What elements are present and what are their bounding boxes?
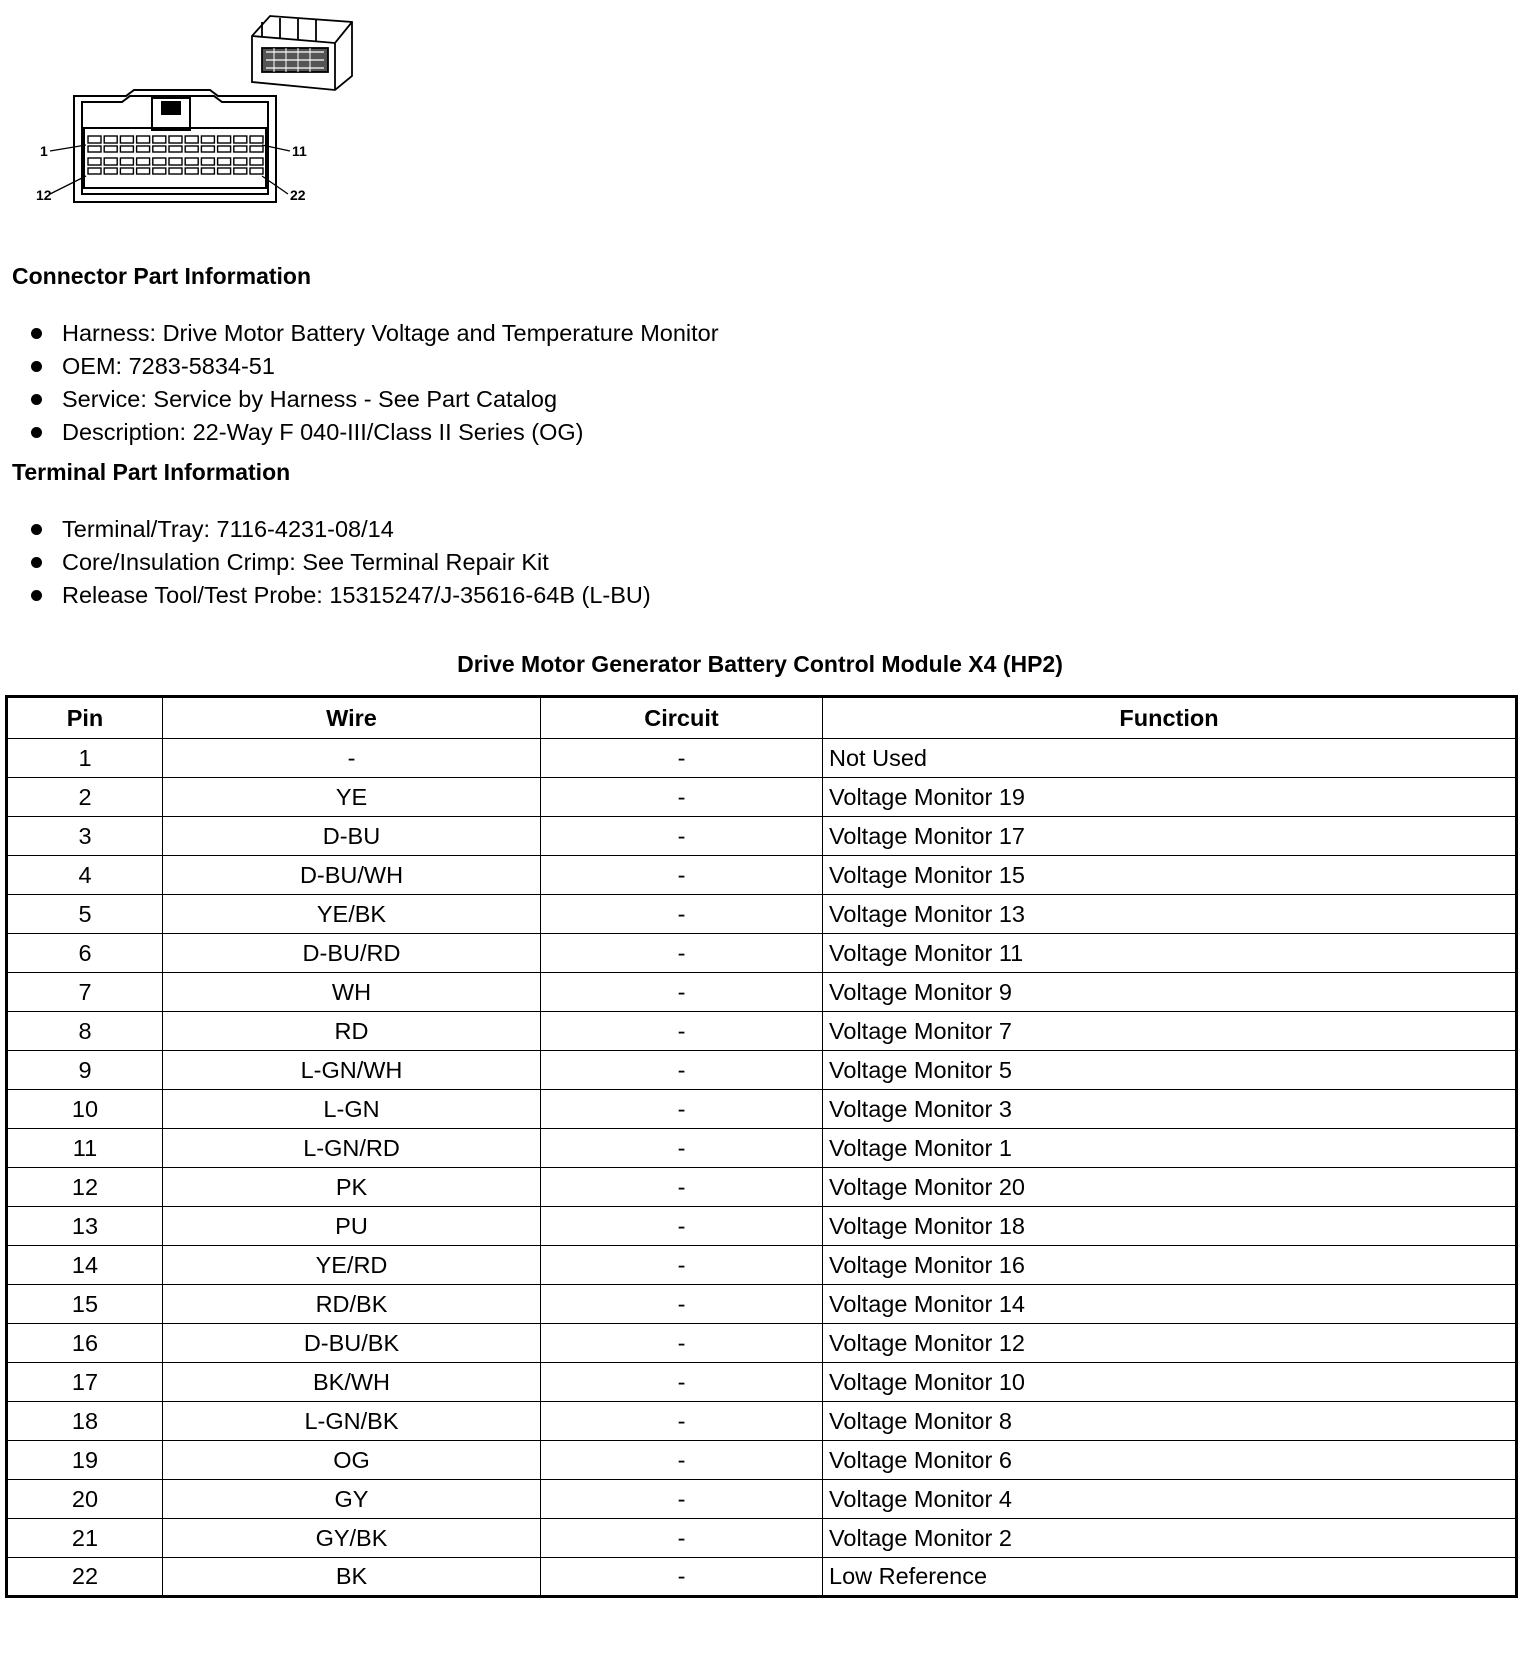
pin-latch <box>234 146 247 152</box>
pin-latch <box>201 168 214 174</box>
pin-cavity <box>104 158 117 165</box>
cell-circuit: - <box>541 1051 823 1090</box>
cell-function: Voltage Monitor 9 <box>823 973 1517 1012</box>
cell-function: Voltage Monitor 3 <box>823 1090 1517 1129</box>
cell-wire: OG <box>163 1441 541 1480</box>
pin-cavity <box>201 158 214 165</box>
pin-label-12: 12 <box>36 187 52 203</box>
cell-pin: 9 <box>7 1051 163 1090</box>
table-row <box>7 1285 1517 1324</box>
pin-cavity <box>137 158 150 165</box>
cell-wire: RD <box>163 1012 541 1051</box>
cell-circuit: - <box>541 739 823 778</box>
pin-label-1: 1 <box>40 143 48 159</box>
cell-wire: GY/BK <box>163 1519 541 1558</box>
pin-cavity <box>169 136 182 143</box>
bullet-icon <box>31 427 42 438</box>
list-item <box>0 416 719 449</box>
cell-pin: 2 <box>7 778 163 817</box>
pin-cavity <box>185 158 198 165</box>
cell-pin: 11 <box>7 1129 163 1168</box>
table-row <box>7 934 1517 973</box>
cell-pin: 10 <box>7 1090 163 1129</box>
cell-pin: 4 <box>7 856 163 895</box>
pin-latch <box>88 146 101 152</box>
cell-circuit: - <box>541 817 823 856</box>
table-row <box>7 1519 1517 1558</box>
pin-cavity <box>185 136 198 143</box>
cell-circuit: - <box>541 1363 823 1402</box>
cell-wire: BK <box>163 1558 541 1597</box>
pin-latch <box>218 146 231 152</box>
pin-latch <box>169 146 182 152</box>
pin-cavity <box>169 158 182 165</box>
cell-pin: 13 <box>7 1207 163 1246</box>
list-item <box>0 317 719 350</box>
cell-circuit: - <box>541 1558 823 1597</box>
pin-latch <box>169 168 182 174</box>
cell-pin: 20 <box>7 1480 163 1519</box>
terminal-part-info-list <box>0 513 651 612</box>
cell-circuit: - <box>541 1285 823 1324</box>
list-item <box>0 579 651 612</box>
pin-latch <box>234 168 247 174</box>
list-item-text: Service: Service by Harness - See Part Catalog <box>62 386 558 412</box>
pin-cavity <box>88 136 101 143</box>
cell-pin: 7 <box>7 973 163 1012</box>
list-item-text: OEM: 7283-5834-51 <box>62 353 275 379</box>
pin-latch <box>250 168 263 174</box>
cell-function: Voltage Monitor 11 <box>823 934 1517 973</box>
header-function: Function <box>823 697 1517 739</box>
cell-pin: 6 <box>7 934 163 973</box>
table-row <box>7 1012 1517 1051</box>
cell-pin: 19 <box>7 1441 163 1480</box>
cell-function: Not Used <box>823 739 1517 778</box>
bullet-icon <box>31 557 42 568</box>
cell-wire: GY <box>163 1480 541 1519</box>
cell-pin: 5 <box>7 895 163 934</box>
table-row <box>7 856 1517 895</box>
header-wire: Wire <box>163 697 541 739</box>
cell-function: Voltage Monitor 15 <box>823 856 1517 895</box>
pin-label-22: 22 <box>290 187 306 203</box>
cell-circuit: - <box>541 1246 823 1285</box>
cell-function: Voltage Monitor 14 <box>823 1285 1517 1324</box>
pin-cavity <box>88 158 101 165</box>
cell-function: Voltage Monitor 4 <box>823 1480 1517 1519</box>
cell-circuit: - <box>541 1441 823 1480</box>
pin-cavity <box>153 136 166 143</box>
table-body <box>7 739 1517 1597</box>
cell-pin: 3 <box>7 817 163 856</box>
cell-wire: YE/BK <box>163 895 541 934</box>
cell-function: Voltage Monitor 2 <box>823 1519 1517 1558</box>
pin-latch <box>201 146 214 152</box>
cell-wire: D-BU/BK <box>163 1324 541 1363</box>
cell-wire: L-GN <box>163 1090 541 1129</box>
cell-function: Voltage Monitor 1 <box>823 1129 1517 1168</box>
cell-wire: D-BU/RD <box>163 934 541 973</box>
pin-cavity <box>153 158 166 165</box>
list-item <box>0 350 719 383</box>
pin-latch <box>137 146 150 152</box>
cell-wire: BK/WH <box>163 1363 541 1402</box>
header-circuit: Circuit <box>541 697 823 739</box>
connector-pin-cavities <box>88 136 263 174</box>
cell-pin: 18 <box>7 1402 163 1441</box>
cell-function: Voltage Monitor 5 <box>823 1051 1517 1090</box>
cell-wire: L-GN/WH <box>163 1051 541 1090</box>
cell-circuit: - <box>541 856 823 895</box>
bullet-icon <box>31 524 42 535</box>
cell-wire: RD/BK <box>163 1285 541 1324</box>
cell-function: Voltage Monitor 12 <box>823 1324 1517 1363</box>
cell-function: Voltage Monitor 6 <box>823 1441 1517 1480</box>
cell-pin: 21 <box>7 1519 163 1558</box>
cell-pin: 16 <box>7 1324 163 1363</box>
pin-latch <box>185 168 198 174</box>
list-item-text: Harness: Drive Motor Battery Voltage and Temperature Monitor <box>62 320 719 346</box>
cell-circuit: - <box>541 1519 823 1558</box>
cell-pin: 14 <box>7 1246 163 1285</box>
table-row <box>7 1558 1517 1597</box>
cell-function: Voltage Monitor 19 <box>823 778 1517 817</box>
cell-wire: D-BU <box>163 817 541 856</box>
pin-cavity <box>234 136 247 143</box>
cell-wire: YE/RD <box>163 1246 541 1285</box>
cell-pin: 8 <box>7 1012 163 1051</box>
connector-diagram <box>30 8 360 218</box>
table-row <box>7 1324 1517 1363</box>
pin-latch <box>153 146 166 152</box>
list-item-text: Terminal/Tray: 7116-4231-08/14 <box>62 516 394 542</box>
header-pin: Pin <box>7 697 163 739</box>
cell-wire: PK <box>163 1168 541 1207</box>
cell-circuit: - <box>541 1168 823 1207</box>
table-row <box>7 1090 1517 1129</box>
cell-function: Voltage Monitor 20 <box>823 1168 1517 1207</box>
cell-circuit: - <box>541 973 823 1012</box>
connector-part-info-heading: Connector Part Information <box>12 263 312 289</box>
cell-wire: - <box>163 739 541 778</box>
pin-latch <box>88 168 101 174</box>
bullet-icon <box>31 328 42 339</box>
table-row <box>7 739 1517 778</box>
bullet-icon <box>31 394 42 405</box>
pin-latch <box>153 168 166 174</box>
cell-circuit: - <box>541 1402 823 1441</box>
cell-wire: D-BU/WH <box>163 856 541 895</box>
pin-cavity <box>201 136 214 143</box>
cell-circuit: - <box>541 1207 823 1246</box>
table-row <box>7 1402 1517 1441</box>
cell-circuit: - <box>541 1324 823 1363</box>
pin-latch <box>104 146 117 152</box>
pin-latch <box>185 146 198 152</box>
bullet-icon <box>31 361 42 372</box>
cell-pin: 12 <box>7 1168 163 1207</box>
list-item-text: Release Tool/Test Probe: 15315247/J-35616-64B (L-BU) <box>62 582 651 608</box>
cell-wire: PU <box>163 1207 541 1246</box>
cell-function: Voltage Monitor 17 <box>823 817 1517 856</box>
cell-function: Voltage Monitor 10 <box>823 1363 1517 1402</box>
pin-latch <box>137 168 150 174</box>
table-row <box>7 1168 1517 1207</box>
pin-cavity <box>218 136 231 143</box>
pin-cavity <box>234 158 247 165</box>
table-row <box>7 1441 1517 1480</box>
bullet-icon <box>31 590 42 601</box>
pinout-table <box>5 695 1518 1598</box>
cell-function: Voltage Monitor 7 <box>823 1012 1517 1051</box>
table-caption: Drive Motor Generator Battery Control Module X4 (HP2) <box>457 651 1063 677</box>
cell-circuit: - <box>541 1129 823 1168</box>
cell-pin: 17 <box>7 1363 163 1402</box>
pin-latch <box>218 168 231 174</box>
table-row <box>7 1129 1517 1168</box>
cell-pin: 15 <box>7 1285 163 1324</box>
connector-isometric-view <box>252 16 352 90</box>
cell-circuit: - <box>541 934 823 973</box>
table-row <box>7 1480 1517 1519</box>
cell-function: Voltage Monitor 16 <box>823 1246 1517 1285</box>
cell-function: Low Reference <box>823 1558 1517 1597</box>
cell-circuit: - <box>541 1090 823 1129</box>
cell-circuit: - <box>541 778 823 817</box>
table-header-row <box>7 697 1517 739</box>
cell-wire: L-GN/BK <box>163 1402 541 1441</box>
cell-function: Voltage Monitor 13 <box>823 895 1517 934</box>
table-row <box>7 817 1517 856</box>
list-item <box>0 513 651 546</box>
pin-latch <box>250 146 263 152</box>
pin-cavity <box>250 158 263 165</box>
table-row <box>7 1246 1517 1285</box>
list-item-text: Description: 22-Way F 040-III/Class II Series (OG) <box>62 419 584 445</box>
pin-cavity <box>250 136 263 143</box>
pin-cavity <box>120 158 133 165</box>
cell-function: Voltage Monitor 18 <box>823 1207 1517 1246</box>
table-row <box>7 1207 1517 1246</box>
table-row <box>7 778 1517 817</box>
cell-wire: WH <box>163 973 541 1012</box>
list-item <box>0 546 651 579</box>
cell-pin: 22 <box>7 1558 163 1597</box>
cell-circuit: - <box>541 1012 823 1051</box>
cell-circuit: - <box>541 1480 823 1519</box>
table-row <box>7 973 1517 1012</box>
pin-latch <box>120 146 133 152</box>
pin-cavity <box>137 136 150 143</box>
table-row <box>7 895 1517 934</box>
terminal-part-info-heading: Terminal Part Information <box>12 459 291 485</box>
pin-cavity <box>120 136 133 143</box>
cell-wire: L-GN/RD <box>163 1129 541 1168</box>
pin-cavity <box>104 136 117 143</box>
table-row <box>7 1051 1517 1090</box>
pin-latch <box>120 168 133 174</box>
list-item <box>0 383 719 416</box>
cell-function: Voltage Monitor 8 <box>823 1402 1517 1441</box>
connector-part-info-list <box>0 317 719 449</box>
pin-cavity <box>218 158 231 165</box>
list-item-text: Core/Insulation Crimp: See Terminal Repair Kit <box>62 549 549 575</box>
pin-latch <box>104 168 117 174</box>
table-row <box>7 1363 1517 1402</box>
cell-pin: 1 <box>7 739 163 778</box>
cell-wire: YE <box>163 778 541 817</box>
cell-circuit: - <box>541 895 823 934</box>
pin-label-11: 11 <box>292 143 307 159</box>
